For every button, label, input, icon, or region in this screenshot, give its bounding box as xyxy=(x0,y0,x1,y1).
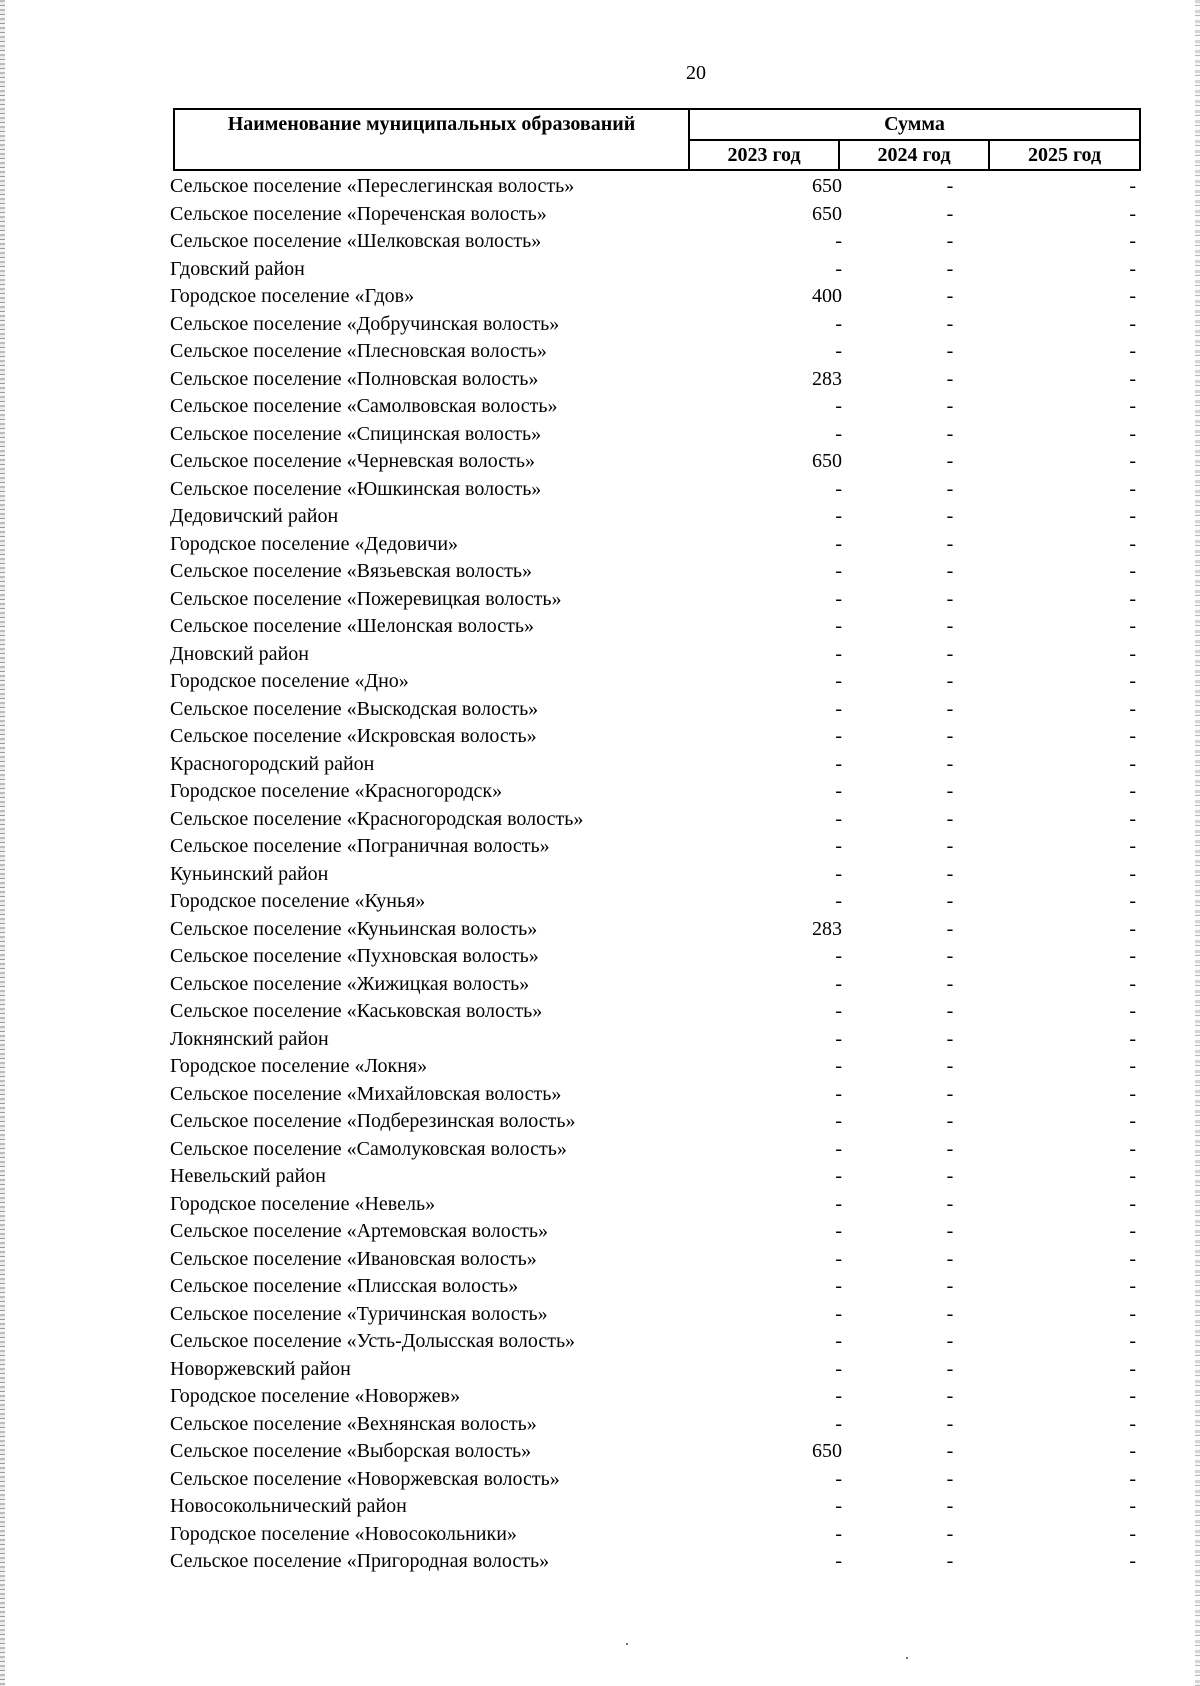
value-2023: - xyxy=(835,1027,842,1050)
value-2024: - xyxy=(946,752,954,775)
value-2024: - xyxy=(946,560,954,582)
table-header xyxy=(173,108,1141,171)
table-row xyxy=(0,641,1200,669)
value-2025: - xyxy=(1129,1495,1136,1517)
table-row xyxy=(0,668,1200,696)
value-2025: - xyxy=(1129,340,1136,362)
value-2025: - xyxy=(1129,202,1136,225)
value-2024: - xyxy=(946,1302,954,1325)
municipality-name: Сельское поселение «Туричинская волость» xyxy=(170,1302,548,1325)
municipality-name: Сельское поселение «Плесновская волость» xyxy=(170,340,547,362)
table-row xyxy=(0,1163,1200,1191)
value-2024: - xyxy=(946,1247,954,1270)
municipality-name: Городское поселение «Локня» xyxy=(170,1055,428,1077)
value-2023: - xyxy=(835,395,842,417)
municipality-name: Сельское поселение «Ивановская волость» xyxy=(170,1247,537,1270)
value-2025: - xyxy=(1129,1467,1136,1490)
value-2025: - xyxy=(1129,945,1136,967)
municipality-name: Сельское поселение «Выскодская волость» xyxy=(170,697,539,720)
value-2023: - xyxy=(835,1522,842,1545)
municipality-name: Новоржевский район xyxy=(170,1357,351,1380)
value-2025: - xyxy=(1129,1550,1136,1572)
value-2023: - xyxy=(835,1385,842,1407)
value-2023: - xyxy=(835,615,842,637)
value-2023: - xyxy=(835,1220,842,1242)
table-row xyxy=(0,1081,1200,1109)
municipality-name: Городское поселение «Дно» xyxy=(170,670,409,692)
value-2025: - xyxy=(1129,1000,1136,1022)
scan-speck xyxy=(626,1643,628,1645)
value-2024: - xyxy=(946,532,954,555)
value-2025: - xyxy=(1129,175,1136,197)
value-2024: - xyxy=(946,1055,954,1077)
table-row xyxy=(0,778,1200,806)
value-2025: - xyxy=(1129,752,1136,775)
value-2023: - xyxy=(835,422,842,445)
table-row xyxy=(0,1026,1200,1054)
value-2025: - xyxy=(1129,505,1136,527)
municipality-name: Городское поселение «Невель» xyxy=(170,1192,436,1215)
municipality-name: Сельское поселение «Красногородская волость» xyxy=(170,807,584,830)
municipality-name: Сельское поселение «Жижицкая волость» xyxy=(170,972,530,995)
value-2024: - xyxy=(946,422,954,445)
municipality-name: Сельское поселение «Куньинская волость» xyxy=(170,917,538,940)
table-row xyxy=(0,916,1200,944)
value-2024: - xyxy=(946,505,954,527)
value-2025: - xyxy=(1129,807,1136,830)
value-2024: - xyxy=(946,725,954,747)
table-row xyxy=(0,833,1200,861)
value-2024: - xyxy=(946,1027,954,1050)
value-2023: - xyxy=(835,972,842,995)
table-row xyxy=(0,1191,1200,1219)
value-2023: - xyxy=(835,697,842,720)
municipality-name: Невельский район xyxy=(170,1165,326,1187)
municipality-name: Дедовичский район xyxy=(170,505,339,527)
value-2025: - xyxy=(1129,560,1136,582)
value-2024: - xyxy=(946,367,954,390)
value-2025: - xyxy=(1129,367,1136,390)
value-2024: - xyxy=(946,1000,954,1022)
value-2023: - xyxy=(835,1110,842,1132)
table-row xyxy=(0,256,1200,284)
value-2023: - xyxy=(835,1467,842,1490)
municipality-name: Красногородский район xyxy=(170,752,375,775)
value-2025: - xyxy=(1129,697,1136,720)
value-2024: - xyxy=(946,1495,954,1517)
value-2025: - xyxy=(1129,1220,1136,1242)
scan-speck xyxy=(906,1657,908,1659)
value-2024: - xyxy=(946,1440,954,1462)
table-row xyxy=(0,283,1200,311)
value-2023: - xyxy=(835,1082,842,1105)
value-2025: - xyxy=(1129,642,1136,665)
municipality-name: Сельское поселение «Добручинская волость» xyxy=(170,312,560,335)
value-2025: - xyxy=(1129,1137,1136,1160)
value-2025: - xyxy=(1129,972,1136,995)
table-row xyxy=(0,1548,1200,1576)
value-2025: - xyxy=(1129,1027,1136,1050)
table-row xyxy=(0,1108,1200,1136)
value-2025: - xyxy=(1129,1302,1136,1325)
municipality-name: Сельское поселение «Михайловская волость» xyxy=(170,1082,562,1105)
value-2023: - xyxy=(835,1495,842,1517)
municipality-name: Сельское поселение «Самолвовская волость» xyxy=(170,395,558,417)
value-2024: - xyxy=(946,1110,954,1132)
municipality-name: Городское поселение «Кунья» xyxy=(170,890,426,912)
value-2023: - xyxy=(835,1302,842,1325)
value-2023: - xyxy=(835,532,842,555)
table-row xyxy=(0,1383,1200,1411)
value-2023: - xyxy=(835,725,842,747)
municipality-name: Сельское поселение «Полновская волость» xyxy=(170,367,539,390)
municipality-name: Сельское поселение «Вязьевская волость» xyxy=(170,560,532,582)
table-row xyxy=(0,971,1200,999)
value-2025: - xyxy=(1129,670,1136,692)
value-2024: - xyxy=(946,780,954,802)
value-2024: - xyxy=(946,450,954,472)
value-2025: - xyxy=(1129,862,1136,885)
header-year-2025: 2025 год xyxy=(1027,144,1102,166)
value-2023: - xyxy=(835,1137,842,1160)
table-row xyxy=(0,1136,1200,1164)
value-2024: - xyxy=(946,202,954,225)
value-2025: - xyxy=(1129,615,1136,637)
table-body xyxy=(0,173,1200,1576)
municipality-name: Сельское поселение «Шелонская волость» xyxy=(170,615,534,637)
table-row xyxy=(0,1328,1200,1356)
value-2023: 283 xyxy=(812,367,842,390)
value-2024: - xyxy=(946,312,954,335)
value-2024: - xyxy=(946,972,954,995)
municipality-name: Сельское поселение «Пухновская волость» xyxy=(170,945,539,967)
header-name-column: Наименование муниципальных образований xyxy=(175,110,690,169)
value-2025: - xyxy=(1129,477,1136,500)
table-row xyxy=(0,861,1200,889)
table-row xyxy=(0,1246,1200,1274)
value-2025: - xyxy=(1129,450,1136,472)
table-row xyxy=(0,888,1200,916)
value-2023: - xyxy=(835,642,842,665)
municipality-name: Сельское поселение «Каськовская волость» xyxy=(170,1000,543,1022)
value-2024: - xyxy=(946,340,954,362)
value-2023: - xyxy=(835,257,842,280)
table-row xyxy=(0,558,1200,586)
value-2025: - xyxy=(1129,917,1136,940)
table-row xyxy=(0,696,1200,724)
table-row xyxy=(0,586,1200,614)
value-2023: - xyxy=(835,340,842,362)
municipality-name: Новосокольнический район xyxy=(170,1495,407,1517)
value-2025: - xyxy=(1129,587,1136,610)
value-2023: - xyxy=(835,890,842,912)
value-2023: - xyxy=(835,835,842,857)
table-row xyxy=(0,421,1200,449)
table-row xyxy=(0,1466,1200,1494)
value-2024: - xyxy=(946,1165,954,1187)
value-2025: - xyxy=(1129,1192,1136,1215)
value-2024: - xyxy=(946,587,954,610)
value-2025: - xyxy=(1129,1275,1136,1297)
municipality-name: Сельское поселение «Артемовская волость» xyxy=(170,1220,549,1242)
table-row xyxy=(0,476,1200,504)
header-year-2024: 2024 год xyxy=(840,141,990,169)
value-2025: - xyxy=(1129,230,1136,252)
value-2025: - xyxy=(1129,1357,1136,1380)
value-2023: 650 xyxy=(812,175,842,197)
municipality-name: Сельское поселение «Юшкинская волость» xyxy=(170,477,542,500)
table-row xyxy=(0,1493,1200,1521)
value-2024: - xyxy=(946,697,954,720)
header-year-2023: 2023 год xyxy=(690,141,840,169)
value-2025: - xyxy=(1129,725,1136,747)
value-2024: - xyxy=(946,257,954,280)
municipality-name: Дновский район xyxy=(170,642,309,665)
municipality-name: Сельское поселение «Переслегинская волость» xyxy=(170,175,575,197)
value-2025: - xyxy=(1129,312,1136,335)
value-2023: - xyxy=(835,1000,842,1022)
municipality-name: Сельское поселение «Вехнянская волость» xyxy=(170,1412,537,1435)
municipality-name: Сельское поселение «Усть-Долысская волость» xyxy=(170,1330,576,1352)
value-2025: - xyxy=(1129,1440,1136,1462)
municipality-name: Городское поселение «Красногородск» xyxy=(170,780,503,802)
table-row xyxy=(0,1273,1200,1301)
value-2023: - xyxy=(835,670,842,692)
value-2024: - xyxy=(946,1137,954,1160)
value-2025: - xyxy=(1129,257,1136,280)
municipality-name: Сельское поселение «Пограничная волость» xyxy=(170,835,550,857)
table-row xyxy=(0,173,1200,201)
value-2024: - xyxy=(946,1550,954,1572)
value-2023: - xyxy=(835,862,842,885)
value-2025: - xyxy=(1129,1247,1136,1270)
value-2024: - xyxy=(946,1082,954,1105)
value-2024: - xyxy=(946,917,954,940)
value-2025: - xyxy=(1129,780,1136,802)
value-2024: - xyxy=(946,1220,954,1242)
value-2025: - xyxy=(1129,1110,1136,1132)
municipality-name: Сельское поселение «Подберезинская волость» xyxy=(170,1110,576,1132)
table-row xyxy=(0,998,1200,1026)
table-row xyxy=(0,1411,1200,1439)
header-sum-column: Сумма xyxy=(690,110,1139,141)
municipality-name: Сельское поселение «Спицинская волость» xyxy=(170,422,542,445)
value-2024: - xyxy=(946,175,954,197)
value-2023: - xyxy=(835,1055,842,1077)
value-2023: 400 xyxy=(812,285,842,307)
value-2024: - xyxy=(946,1275,954,1297)
value-2023: - xyxy=(835,1165,842,1187)
table-row xyxy=(0,1356,1200,1384)
value-2024: - xyxy=(946,807,954,830)
value-2024: - xyxy=(946,670,954,692)
value-2023: - xyxy=(835,752,842,775)
municipality-name: Сельское поселение «Шелковская волость» xyxy=(170,230,542,252)
value-2023: - xyxy=(835,230,842,252)
value-2023: - xyxy=(835,1357,842,1380)
value-2023: - xyxy=(835,1550,842,1572)
value-2023: - xyxy=(835,587,842,610)
table-row xyxy=(0,943,1200,971)
table-row xyxy=(0,228,1200,256)
value-2023: - xyxy=(835,1412,842,1435)
table-row xyxy=(0,1218,1200,1246)
value-2024: - xyxy=(946,1467,954,1490)
value-2024: - xyxy=(946,642,954,665)
value-2025: - xyxy=(1129,1412,1136,1435)
municipality-name: Сельское поселение «Самолуковская волость» xyxy=(170,1137,567,1160)
value-2025: - xyxy=(1129,835,1136,857)
value-2024: - xyxy=(946,1330,954,1352)
table-row xyxy=(0,503,1200,531)
value-2024: - xyxy=(946,1357,954,1380)
value-2024: - xyxy=(946,477,954,500)
table-row xyxy=(0,1301,1200,1329)
value-2023: - xyxy=(835,780,842,802)
table-row xyxy=(0,723,1200,751)
table-row xyxy=(0,448,1200,476)
value-2025: - xyxy=(1129,532,1136,555)
value-2023: - xyxy=(835,312,842,335)
municipality-name: Городское поселение «Дедовичи» xyxy=(170,532,459,555)
value-2023: - xyxy=(835,477,842,500)
value-2025: - xyxy=(1129,285,1136,307)
municipality-name: Локнянский район xyxy=(170,1027,329,1050)
value-2024: - xyxy=(946,395,954,417)
value-2024: - xyxy=(946,862,954,885)
municipality-name: Сельское поселение «Выборская волость» xyxy=(170,1440,532,1462)
table-row xyxy=(0,531,1200,559)
table-row xyxy=(0,393,1200,421)
value-2024: - xyxy=(946,1412,954,1435)
value-2025: - xyxy=(1129,890,1136,912)
value-2024: - xyxy=(946,230,954,252)
table-row xyxy=(0,1438,1200,1466)
table-row xyxy=(0,338,1200,366)
value-2024: - xyxy=(946,835,954,857)
municipality-name: Сельское поселение «Пригородная волость» xyxy=(170,1550,550,1572)
municipality-name: Городское поселение «Новосокольники» xyxy=(170,1522,517,1545)
municipality-name: Гдовский район xyxy=(170,257,305,280)
table-row xyxy=(0,806,1200,834)
table-row xyxy=(0,613,1200,641)
value-2024: - xyxy=(946,890,954,912)
municipality-name: Городское поселение «Гдов» xyxy=(170,285,415,307)
municipality-name: Сельское поселение «Новоржевская волость» xyxy=(170,1467,560,1490)
table-row xyxy=(0,201,1200,229)
table-row xyxy=(0,751,1200,779)
value-2023: - xyxy=(835,945,842,967)
table-row xyxy=(0,1053,1200,1081)
municipality-name: Сельское поселение «Искровская волость» xyxy=(170,725,537,747)
value-2024: - xyxy=(946,615,954,637)
value-2023: 650 xyxy=(812,450,842,472)
value-2023: - xyxy=(835,807,842,830)
municipality-name: Сельское поселение «Черневская волость» xyxy=(170,450,536,472)
value-2024: - xyxy=(946,1385,954,1407)
value-2025: - xyxy=(1129,422,1136,445)
value-2023: 283 xyxy=(812,917,842,940)
municipality-name: Городское поселение «Новоржев» xyxy=(170,1385,461,1407)
value-2025: - xyxy=(1129,1385,1136,1407)
page-number: 20 xyxy=(686,62,706,84)
municipality-name: Сельское поселение «Плисская волость» xyxy=(170,1275,519,1297)
value-2023: 650 xyxy=(812,202,842,225)
table-row xyxy=(0,311,1200,339)
value-2025: - xyxy=(1129,1330,1136,1352)
value-2025: - xyxy=(1129,1522,1136,1545)
value-2025: - xyxy=(1129,1082,1136,1105)
municipality-name: Сельское поселение «Пожеревицкая волость» xyxy=(170,587,562,610)
value-2023: 650 xyxy=(812,1440,842,1462)
value-2024: - xyxy=(946,285,954,307)
table-row xyxy=(0,1521,1200,1549)
value-2023: - xyxy=(835,560,842,582)
value-2023: - xyxy=(835,1192,842,1215)
value-2025: - xyxy=(1129,395,1136,417)
table-row xyxy=(0,366,1200,394)
value-2025: - xyxy=(1129,1055,1136,1077)
value-2024: - xyxy=(946,945,954,967)
value-2023: - xyxy=(835,1275,842,1297)
value-2023: - xyxy=(835,505,842,527)
municipality-name: Куньинский район xyxy=(170,862,329,885)
municipality-name: Сельское поселение «Пореченская волость» xyxy=(170,202,547,225)
value-2024: - xyxy=(946,1522,954,1545)
value-2025: - xyxy=(1129,1165,1136,1187)
value-2024: - xyxy=(946,1192,954,1215)
value-2023: - xyxy=(835,1247,842,1270)
value-2023: - xyxy=(835,1330,842,1352)
